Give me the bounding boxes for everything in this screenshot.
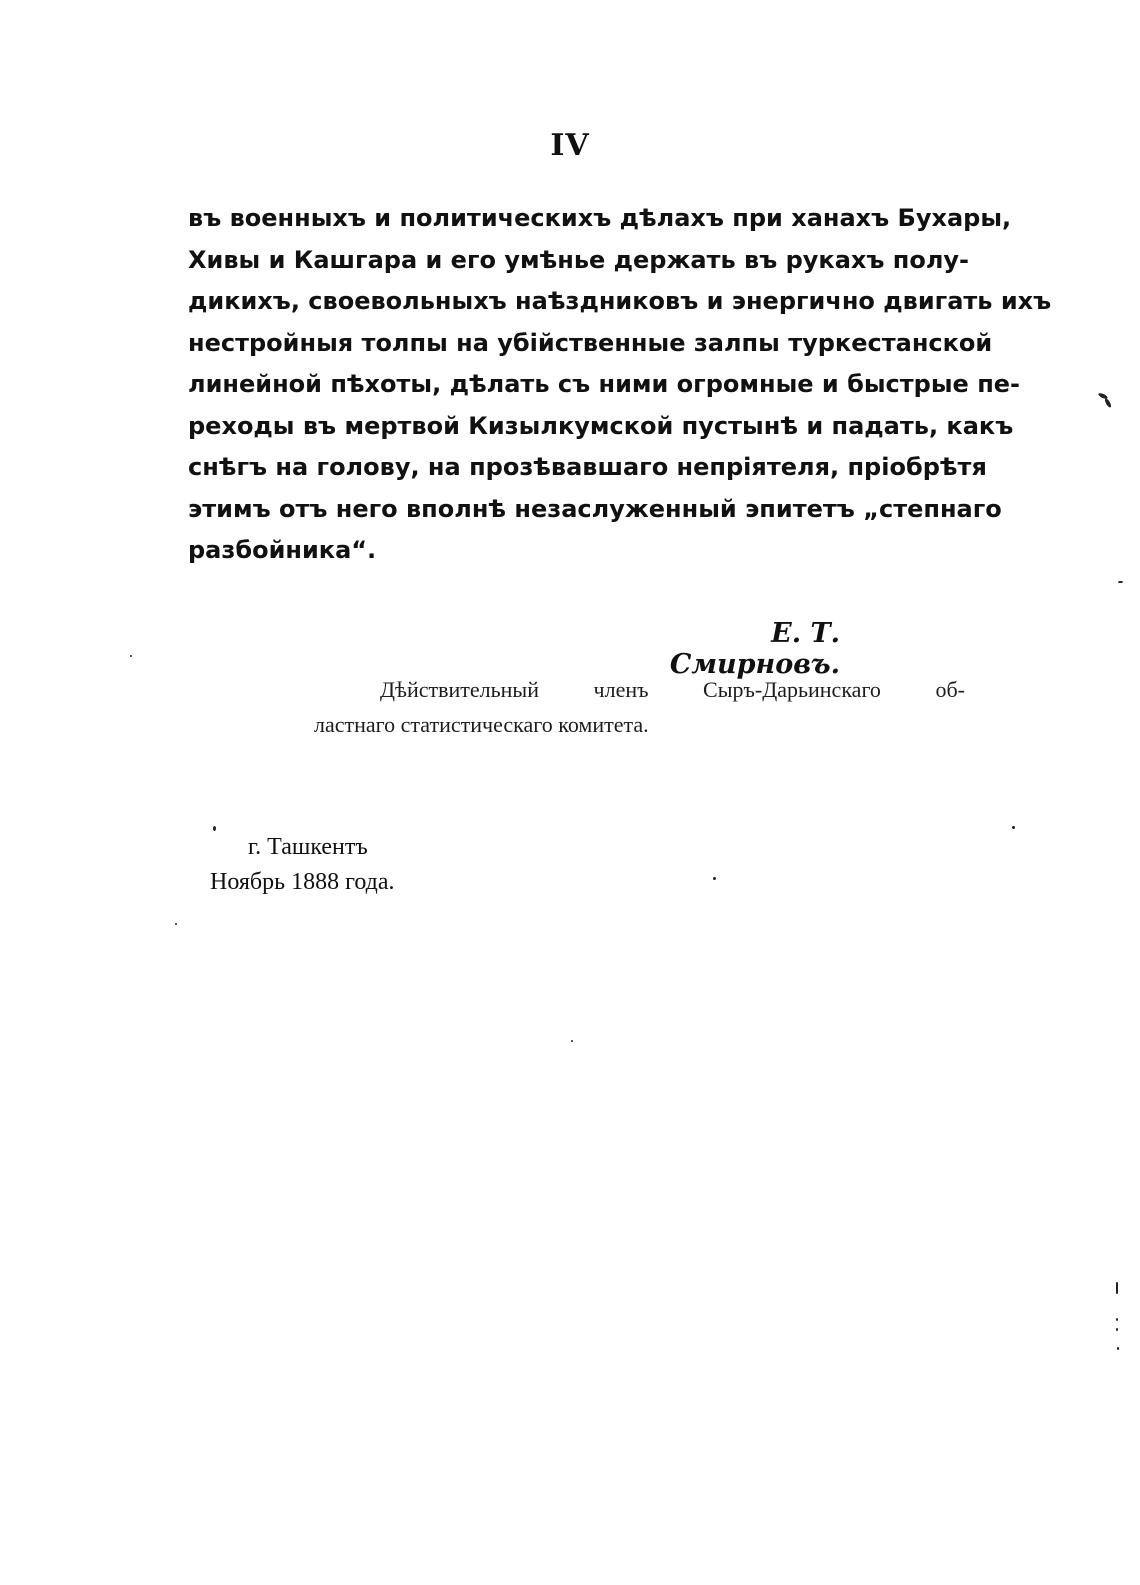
dateline-date: Ноябрь 1888 года. — [210, 869, 395, 895]
scan-speck — [213, 826, 216, 831]
scan-speck — [130, 655, 132, 657]
scan-speck — [1104, 398, 1112, 409]
body-line: разбойника“. — [188, 536, 377, 564]
scan-speck — [1012, 826, 1015, 829]
body-text — [188, 198, 1052, 572]
scan-speck — [1116, 1282, 1118, 1294]
scan-speck — [1118, 581, 1123, 583]
dateline — [210, 830, 395, 900]
affiliation-line: Дѣйствительный членъ Сыръ-Дарьинскаго об- — [380, 677, 965, 702]
body-line: въ военныхъ и политическихъ дѣлахъ при ханахъ Бухары, — [188, 204, 1012, 232]
dateline-city: г. Ташкентъ — [248, 834, 368, 860]
body-line: снѣгъ на голову, на прозѣвавшаго непріятеля, пріобрѣтя — [188, 453, 987, 481]
scan-speck — [713, 877, 716, 880]
scan-speck — [571, 1040, 573, 1042]
scan-speck — [1117, 1347, 1119, 1350]
body-line: этимъ отъ него вполнѣ незаслуженный эпитетъ „степнаго — [188, 494, 1002, 523]
author-affiliation — [300, 672, 965, 742]
body-line: реходы въ мертвой Кизылкумской пустынѣ и падать, какъ — [188, 411, 1014, 440]
page-number: IV — [550, 128, 590, 163]
body-line: дикихъ, своевольныхъ наѣздниковъ и энергично двигать ихъ — [188, 287, 1052, 315]
scan-speck — [1116, 1328, 1118, 1331]
affiliation-line: ластнаго статистическаго комитета. — [314, 712, 649, 737]
body-line: Хивы и Кашгара и его умѣнье держать въ рукахъ полу- — [188, 245, 970, 274]
scan-speck — [175, 923, 177, 925]
body-line: нестройныя толпы на убійственные залпы туркестанской — [188, 328, 993, 357]
body-line: линейной пѣхоты, дѣлать съ ними огромные и быстрые пе- — [188, 370, 1021, 398]
scan-speck — [1116, 1318, 1118, 1321]
author-signature: Е. Т. Смирновъ. — [669, 618, 840, 680]
